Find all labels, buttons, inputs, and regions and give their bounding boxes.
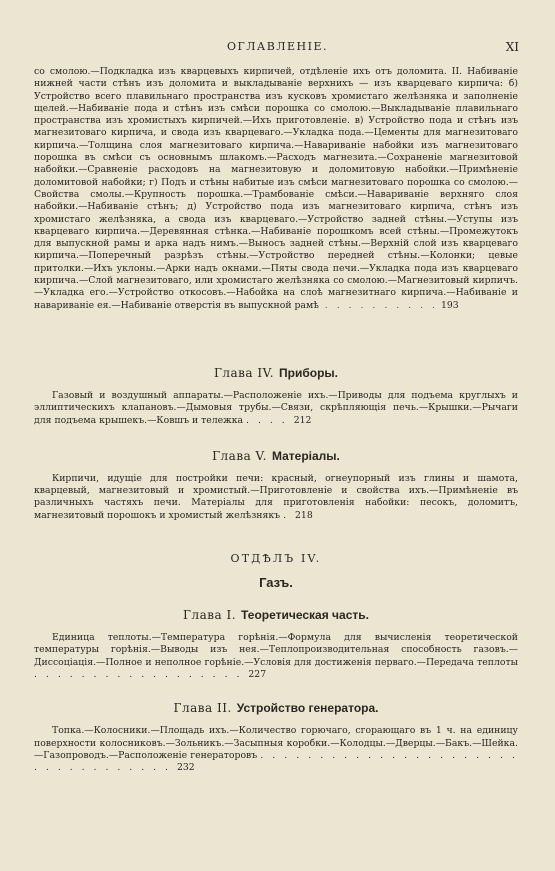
running-title: ОГЛАВЛЕНІЕ. <box>226 40 329 53</box>
chapter-heading-4 <box>34 366 518 380</box>
entry-text: Газовый и воздушный аппараты.—Расположеніе ихъ.—Приводы для подъема круглыхъ и эллиптическихъ клапановъ.—Дымовыя трубы.—Связи, скрѣпляющія печь.—Крышки.—Рычаги для подъема крышекъ.—Ковшъ и тележка <box>34 390 518 426</box>
entry-page: 232 <box>176 762 195 774</box>
chapter-name: Теоретическая часть. <box>241 608 369 623</box>
entry-text: Кирпичи, идущіе для постройки печи: красный, огнеупорный изъ глины и шамота, кварцевый, магнезитовый и хромистый.—Приготовленіе и свойства ихъ.—Примѣненіе въ различныхъ частяхъ печи. Матеріалы для приготовленія набойки: песокъ, доломитъ, магнезитовый порошокъ и хромистый желѣзнякъ <box>34 472 518 521</box>
leader-dots: . <box>283 509 295 521</box>
toc-body <box>34 66 518 774</box>
entry-page: 193 <box>440 299 459 311</box>
leader-dots: . . . . . . . . . . <box>324 299 438 311</box>
chapter-name: Матеріалы. <box>271 448 340 463</box>
part-title: Газъ. <box>259 575 293 591</box>
chapter-label: Глава V. <box>212 448 267 463</box>
chapter-heading-5 <box>34 449 518 463</box>
chapter-label: Глава II. <box>173 701 232 716</box>
chapter-label: Глава I. <box>183 608 237 623</box>
toc-entry-continued <box>34 66 518 344</box>
leader-dots: . . . . . . . . . . . . . . . . . . <box>34 668 249 680</box>
toc-entry-chapter-5 <box>34 473 518 522</box>
page-number: XI <box>505 40 519 54</box>
toc-entry-chapter-1 <box>34 632 518 681</box>
chapter-heading-1 <box>34 608 518 622</box>
chapter-heading-2 <box>34 701 518 715</box>
page-header <box>36 40 519 56</box>
entry-page: 218 <box>295 509 313 521</box>
chapter-label: Глава IV. <box>213 366 275 380</box>
entry-page: 227 <box>248 668 267 680</box>
chapter-name: Устройство генератора. <box>236 701 379 716</box>
entry-text: Единица теплоты.—Температура горѣнія.—Формула для вычисленія теоретической температуры горѣнія.—Выводы изъ нея.—Теплопроизводительная способность газовъ.—Диссоціація.—Полное и неполное горѣніе.—Условія для достиженія перваго.—Передача теплоты <box>34 632 518 668</box>
toc-entry-chapter-2 <box>34 725 518 774</box>
leader-dots: . . . . <box>246 414 294 426</box>
entry-text: со смолою.—Подкладка изъ кварцевыхъ кирпичей, отдѣленіе ихъ отъ доломита. II. Набиваніе нижней части стѣнъ изъ доломита и выкладываніе верхнихъ — изъ кварцеваго кирпича: б) Устройство всего плавильнаго пространства изъ кусковъ хромистаго желѣзняка и заполненіе щелей.—Набиваніе пода и стѣнъ изъ смѣси порошка со смолою.—Выкладываніе плавильнаго пространства изъ хромистыхъ кирпичей.—Ихъ приготовленіе. в) Устройство пода и стѣнъ изъ магнезитоваго кирпича, и свода изъ кварцеваго.—Укладка пода.—Цементы для магнезитоваго кирпича.—Толщина слоя магнезитоваго кирпича.—Навариваніе набойки изъ магнезитоваго порошка въ смѣси съ основнымъ шлакомъ.—Расходъ магнезита.—Сохраненіе магнезитовой набойки.—Сравненіе расходовъ на магнезитовую и доломитовую набойки.—Примѣненіе доломитовой набойки; г) Подъ и стѣны набитые изъ смѣси магнезитоваго порошка со смолою.—Свойства смолы.—Крупность порошка.—Трамбованіе смѣси.—Навариваніе верхняго слоя набойки.—Набиваніе стѣнъ; д) Устройство пода изъ магнезитоваго кирпича, стѣнъ изъ хромистаго желѣзняка, а свода изъ кварцеваго.—Устройство задней стѣны.—Уступы изъ кварцеваго кирпича.—Деревянная стѣнка.—Набиваніе порошкомъ всей стѣны.—Промежутокъ для выпускной рамы и арка надъ нимъ.—Выносъ задней стѣны.—Верхній слой изъ кварцеваго кирпича.—Поперечный разрѣзъ стѣны.—Устройство передней стѣны.—Колонки; цевые притолки.—Ихъ уклоны.—Арки надъ окнами.—Пяты свода печи.—Укладка пода изъ кварцеваго кирпича.—Слой магнезитоваго, или хромистаго желѣзняка со смолою.—Магнезитовый кирпичъ.—Укладка его.—Устройство откосовъ.—Набойка на слоѣ магнезитнаго кирпича.—Набиваніе и навариваніе ея.—Набиваніе отверстія въ выпускной рамѣ <box>34 66 518 311</box>
entry-page: 212 <box>293 414 312 426</box>
leader-dots: . . . . . . . . . . . . . . . . . . . . . . . . . . . . . . . . . . <box>34 749 518 774</box>
entry-text: Топка.—Колосники.—Площадь ихъ.—Количество горючаго, сгорающаго въ 1 ч. на единицу поверхности колосниковъ.—Зольникъ.—Засыпныя коробки.—Колодцы.—Дверцы.—Бакъ.—Шейка.—Газопроводъ.—Расположеніе генераторовъ <box>34 725 518 761</box>
chapter-name: Приборы. <box>279 366 339 380</box>
part-heading: ОТДѢЛЪ IV. <box>230 552 322 566</box>
toc-entry-chapter-4 <box>34 390 518 427</box>
